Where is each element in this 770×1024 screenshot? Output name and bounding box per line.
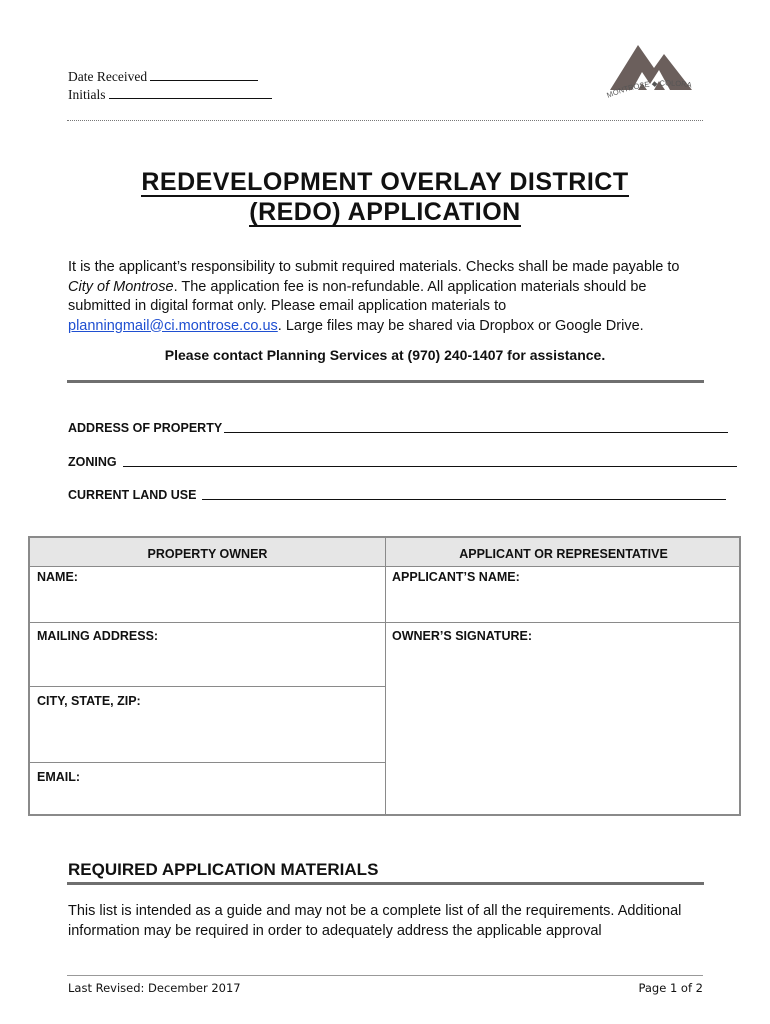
owner-signature-label[interactable]: OWNER’S SIGNATURE:	[392, 629, 533, 643]
land-use-input[interactable]	[202, 498, 726, 500]
materials-guide-text: This list is intended as a guide and may not be a complete list of all the requirements. Additional information may be required in order to adequately address the applicable approval	[68, 903, 682, 939]
address-input[interactable]	[224, 431, 728, 433]
header-divider	[67, 120, 703, 121]
logo-text: MONTROSE ◆ COLORA	[605, 78, 693, 100]
footer-divider	[67, 975, 703, 976]
table-row-divider	[30, 622, 739, 623]
table-row-divider	[30, 686, 385, 687]
initials-label: Initials	[68, 87, 106, 102]
initials-field[interactable]	[109, 87, 272, 99]
montrose-logo	[602, 40, 698, 110]
date-received-field[interactable]	[150, 69, 258, 81]
page-number: Page 1 of 2	[638, 981, 703, 995]
intro-text-3: . Large files may be shared via Dropbox or Google Drive.	[277, 317, 644, 334]
date-received-line	[68, 69, 258, 85]
zoning-input[interactable]	[123, 465, 737, 467]
property-owner-header: PROPERTY OWNER	[147, 547, 268, 561]
owner-email-label[interactable]: EMAIL:	[37, 770, 81, 784]
applicant-name-label[interactable]: APPLICANT’S NAME:	[392, 570, 520, 584]
table-header-divider	[30, 566, 739, 567]
land-use-label: CURRENT LAND USE	[68, 488, 197, 502]
table-column-divider	[385, 538, 386, 814]
address-field-row	[68, 421, 728, 435]
title-line-1: REDEVELOPMENT OVERLAY DISTRICT	[141, 168, 629, 196]
intro-text-2: . The application fee is non-refundable. All application materials should be submitted in digital format only. Please email application materials to	[68, 278, 647, 314]
required-materials-heading: REQUIRED APPLICATION MATERIALS	[68, 860, 379, 879]
land-use-field-row	[68, 488, 726, 502]
mailing-address-label[interactable]: MAILING ADDRESS:	[37, 629, 159, 643]
table-row-divider	[30, 762, 385, 763]
montrose-mountains-icon	[602, 40, 698, 110]
planning-email-link[interactable]: planningmail@ci.montrose.co.us	[68, 317, 278, 334]
last-revised: Last Revised: December 2017	[68, 981, 241, 995]
intro-text-1: It is the applicant’s responsibility to submit required materials. Checks shall be made payable to	[68, 259, 680, 275]
intro-city: City of Montrose	[68, 278, 174, 295]
page-title	[0, 167, 770, 227]
zoning-field-row	[68, 455, 737, 469]
applicant-header: APPLICANT OR REPRESENTATIVE	[459, 547, 668, 561]
owner-name-label[interactable]: NAME:	[37, 570, 78, 584]
date-received-label: Date Received	[68, 69, 148, 84]
city-state-zip-label[interactable]: CITY, STATE, ZIP:	[37, 694, 141, 708]
address-label: ADDRESS OF PROPERTY	[68, 421, 223, 435]
section-divider	[67, 380, 704, 383]
zoning-label: ZONING	[68, 455, 117, 469]
materials-divider	[67, 882, 704, 885]
initials-line	[68, 87, 272, 103]
title-line-2: (REDO) APPLICATION	[249, 198, 521, 226]
intro-paragraph	[68, 258, 708, 336]
contact-line: Please contact Planning Services at (970) 240-1407 for assistance.	[164, 347, 606, 363]
owner-applicant-table	[28, 536, 741, 816]
